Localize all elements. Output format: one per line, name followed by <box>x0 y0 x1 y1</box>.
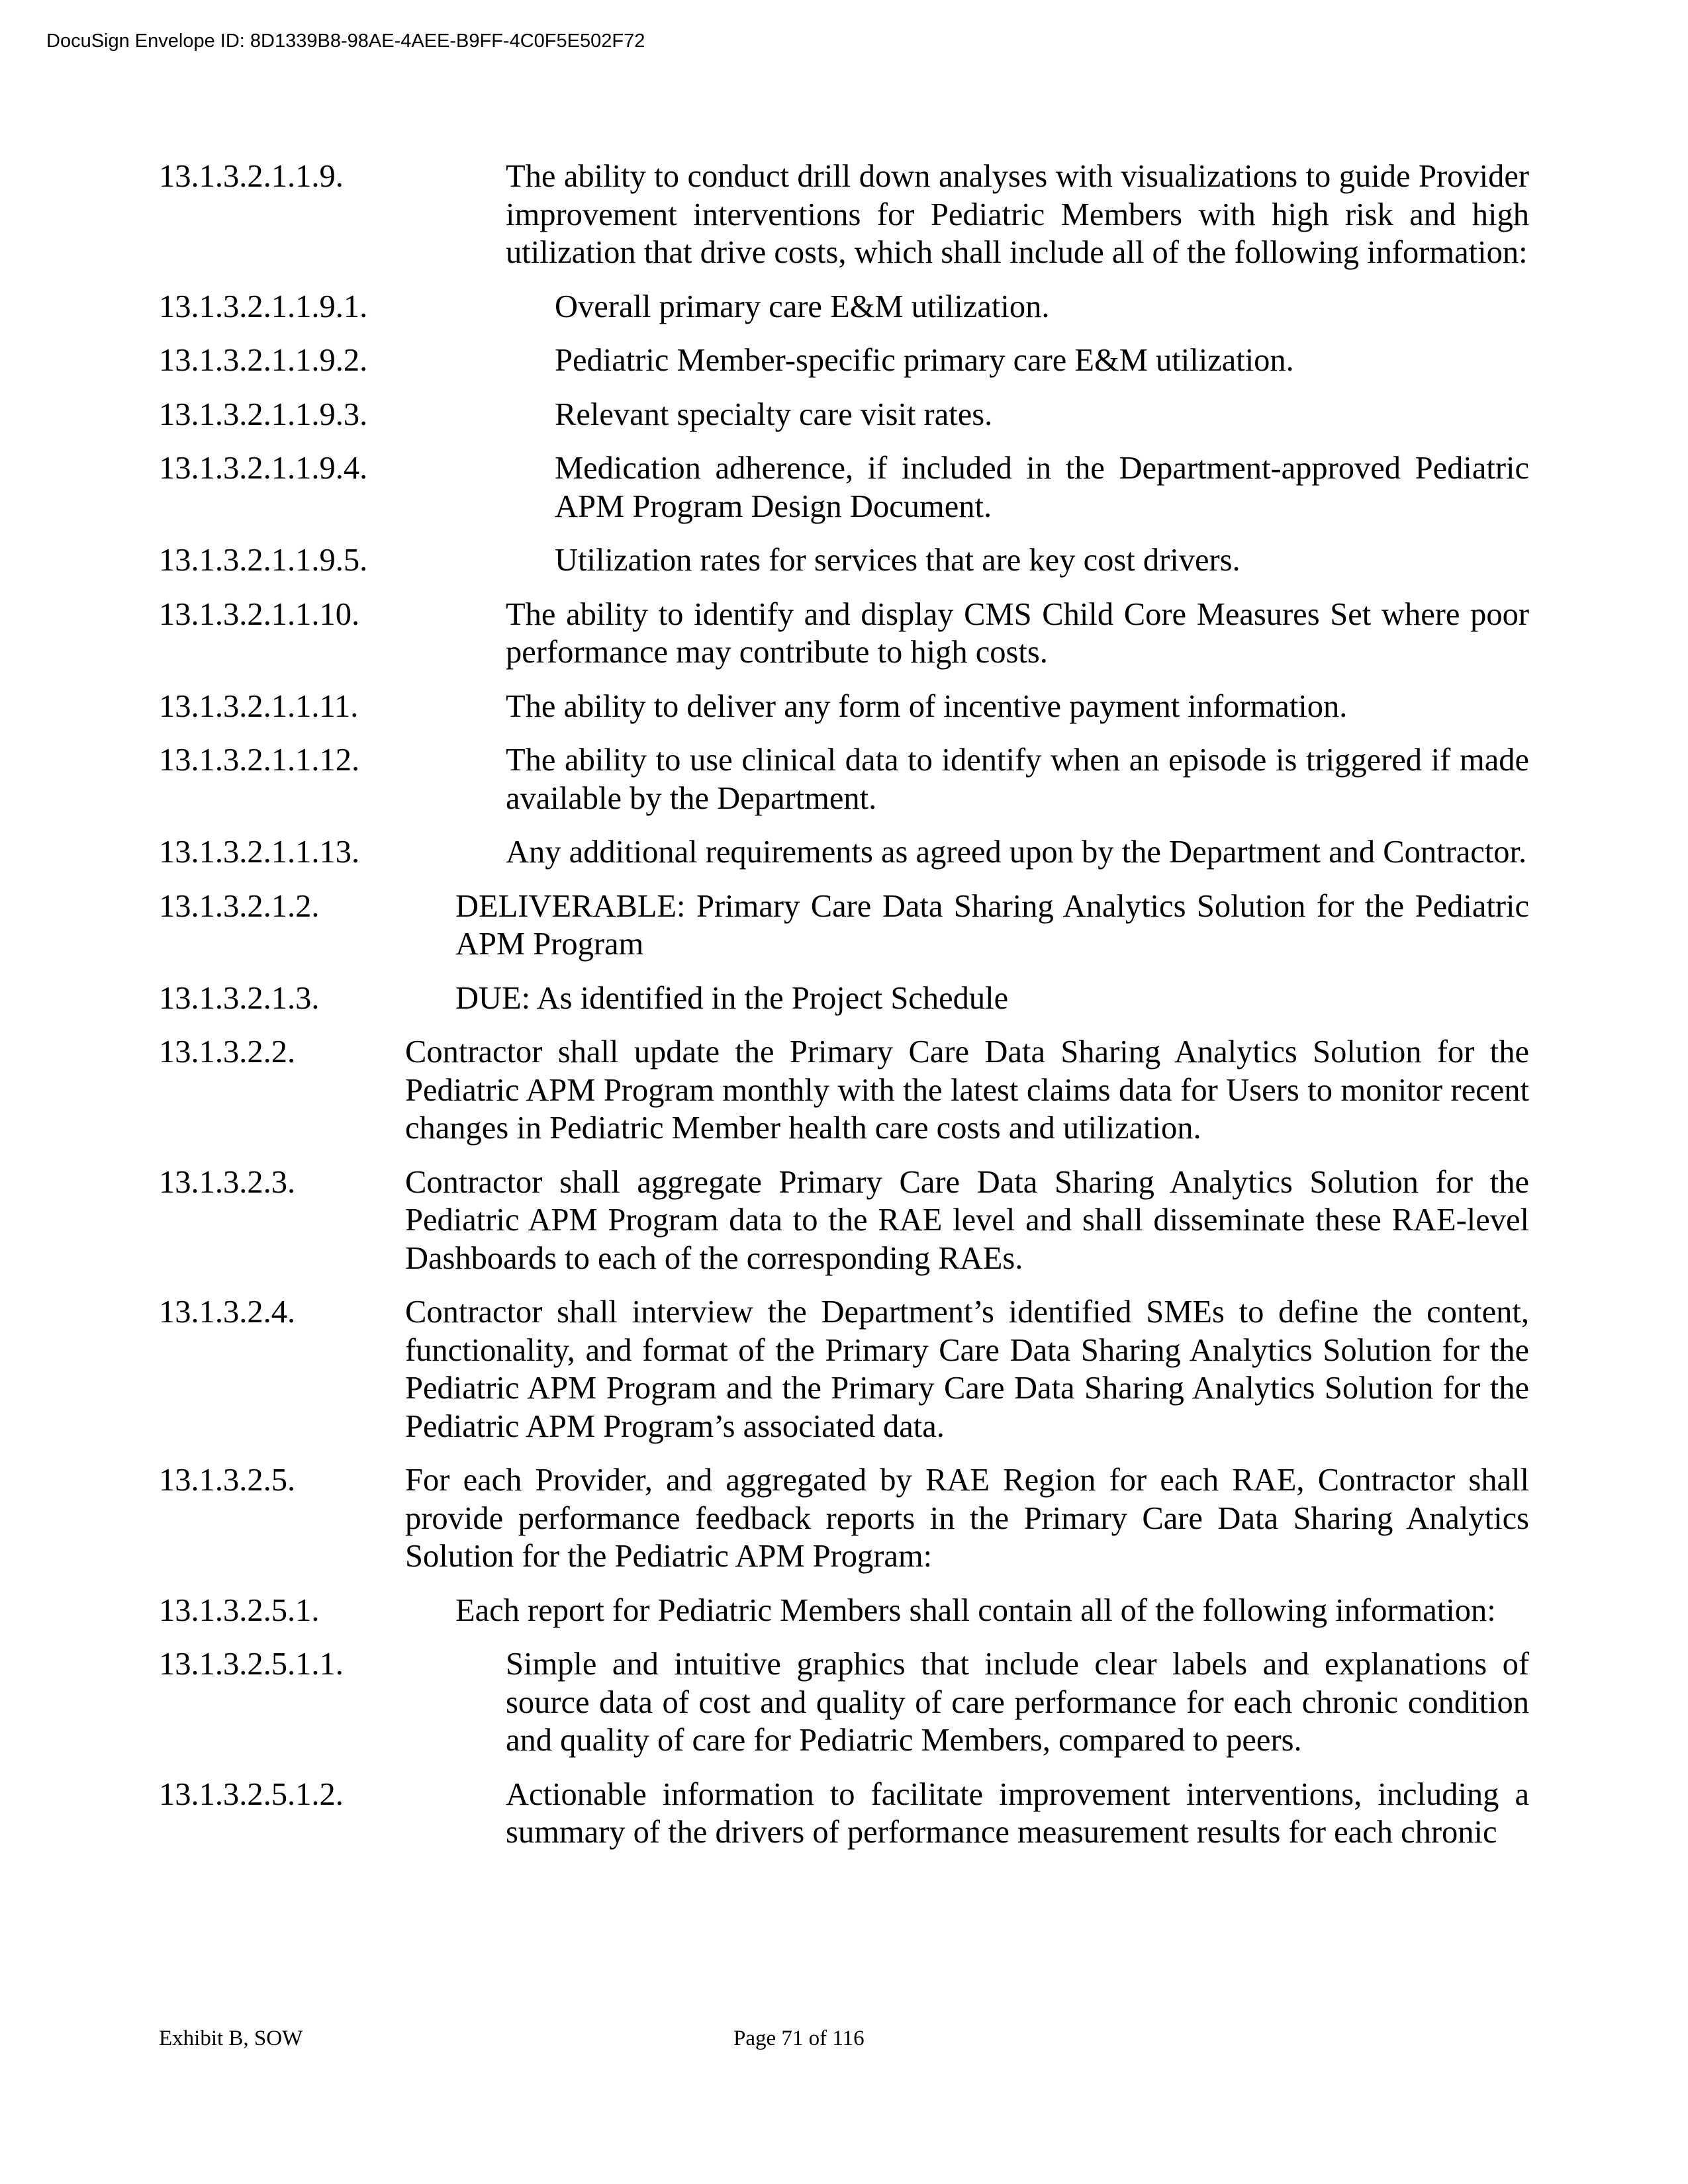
section-text: Simple and intuitive graphics that include clear labels and explanations of source data of cost and quality of care performance for each chronic condition and quality of care for Pediatric Members, compared to peers. <box>506 1647 1529 1758</box>
section-text: Contractor shall update the Primary Care Data Sharing Analytics Solution for the Pediatric APM Program monthly with the latest claims data for Users to monitor recent changes in Pediatric Member health care costs and utilization. <box>405 1034 1529 1146</box>
footer-exhibit-label: Exhibit B, SOW <box>159 2026 303 2050</box>
section-13-1-3-2-1-1-9-4 <box>159 449 1529 525</box>
section-13-1-3-2-5-1 <box>159 1592 1529 1630</box>
docusign-envelope-id: DocuSign Envelope ID: 8D1339B8-98AE-4AEE-B9FF-4C0F5E502F72 <box>46 30 645 52</box>
section-number: 13.1.3.2.4. <box>159 1295 296 1330</box>
section-13-1-3-2-1-2 <box>159 887 1529 964</box>
section-13-1-3-2-1-1-10 <box>159 596 1529 672</box>
section-13-1-3-2-1-1-9-5 <box>159 541 1529 580</box>
section-text: Utilization rates for services that are key cost drivers. <box>555 543 1241 578</box>
section-text: Contractor shall interview the Department’s identified SMEs to define the content, functionality, and format of the Primary Care Data Sharing Analytics Solution for the Pediatric APM Program and the Primary Care Data Sharing Analytics Solution for the Pediatric APM Program’s associated data. <box>405 1295 1529 1444</box>
section-text: The ability to deliver any form of incentive payment information. <box>506 688 1348 724</box>
section-text: The ability to conduct drill down analyses with visualizations to guide Provider improvement interventions for Pediatric Members with high risk and high utilization that drive costs, which shall include all of the following information: <box>506 159 1529 270</box>
section-number: 13.1.3.2.5.1. <box>159 1592 320 1628</box>
section-text: Contractor shall aggregate Primary Care Data Sharing Analytics Solution for the Pediatric APM Program data to the RAE level and shall disseminate these RAE-level Dashboards to each of the corresponding RAEs. <box>405 1164 1529 1276</box>
section-13-1-3-2-1-1-9-3 <box>159 396 1529 434</box>
section-text: Medication adherence, if included in the Department-approved Pediatric APM Program Design Document. <box>555 451 1529 524</box>
section-number: 13.1.3.2.1.1.12. <box>159 743 360 778</box>
section-number: 13.1.3.2.1.1.9.5. <box>159 543 368 578</box>
section-13-1-3-2-1-1-12 <box>159 741 1529 817</box>
section-13-1-3-2-1-1-9 <box>159 158 1529 272</box>
section-13-1-3-2-1-1-13 <box>159 833 1529 872</box>
section-number: 13.1.3.2.1.1.13. <box>159 835 360 870</box>
section-text: DELIVERABLE: Primary Care Data Sharing Analytics Solution for the Pediatric APM Program <box>455 888 1529 962</box>
section-text: Any additional requirements as agreed upon by the Department and Contractor. <box>506 835 1527 870</box>
footer-page-number: Page 71 of 116 <box>733 2026 865 2050</box>
section-number: 13.1.3.2.2. <box>159 1034 296 1069</box>
section-number: 13.1.3.2.1.1.9.2. <box>159 343 368 378</box>
section-13-1-3-2-5 <box>159 1461 1529 1576</box>
section-13-1-3-2-4 <box>159 1293 1529 1445</box>
section-number: 13.1.3.2.1.3. <box>159 980 320 1016</box>
section-text: Actionable information to facilitate improvement interventions, including a summary of the drivers of performance measurement results for each chronic <box>506 1776 1529 1850</box>
section-text: The ability to use clinical data to identify when an episode is triggered if made available by the Department. <box>506 743 1529 816</box>
section-text: For each Provider, and aggregated by RAE Region for each RAE, Contractor shall provide performance feedback reports in the Primary Care Data Sharing Analytics Solution for the Pediatric APM Program: <box>405 1463 1529 1574</box>
section-13-1-3-2-2 <box>159 1033 1529 1148</box>
section-number: 13.1.3.2.1.1.9.3. <box>159 396 368 432</box>
section-13-1-3-2-1-1-11 <box>159 688 1529 726</box>
section-text: Relevant specialty care visit rates. <box>555 396 993 432</box>
section-number: 13.1.3.2.5.1.2. <box>159 1776 344 1812</box>
section-13-1-3-2-5-1-2 <box>159 1776 1529 1852</box>
section-13-1-3-2-1-1-9-1 <box>159 288 1529 326</box>
section-number: 13.1.3.2.5. <box>159 1463 296 1498</box>
section-number: 13.1.3.2.1.1.10. <box>159 596 360 632</box>
section-13-1-3-2-5-1-1 <box>159 1645 1529 1760</box>
section-text: Each report for Pediatric Members shall contain all of the following information: <box>455 1592 1496 1628</box>
section-number: 13.1.3.2.1.1.9.4. <box>159 451 368 486</box>
section-text: Overall primary care E&M utilization. <box>555 289 1050 324</box>
section-number: 13.1.3.2.1.1.9. <box>159 159 344 194</box>
section-number: 13.1.3.2.1.1.9.1. <box>159 289 368 324</box>
section-number: 13.1.3.2.5.1.1. <box>159 1647 344 1682</box>
document-body <box>159 158 1529 1868</box>
section-text: DUE: As identified in the Project Schedule <box>455 980 1009 1016</box>
section-text: Pediatric Member-specific primary care E&M utilization. <box>555 343 1294 378</box>
section-text: The ability to identify and display CMS Child Core Measures Set where poor performance may contribute to high costs. <box>506 596 1529 670</box>
section-number: 13.1.3.2.1.2. <box>159 888 320 924</box>
section-number: 13.1.3.2.1.1.11. <box>159 688 359 724</box>
section-13-1-3-2-1-3 <box>159 979 1529 1018</box>
section-13-1-3-2-3 <box>159 1163 1529 1278</box>
section-13-1-3-2-1-1-9-2 <box>159 341 1529 380</box>
section-number: 13.1.3.2.3. <box>159 1164 296 1200</box>
